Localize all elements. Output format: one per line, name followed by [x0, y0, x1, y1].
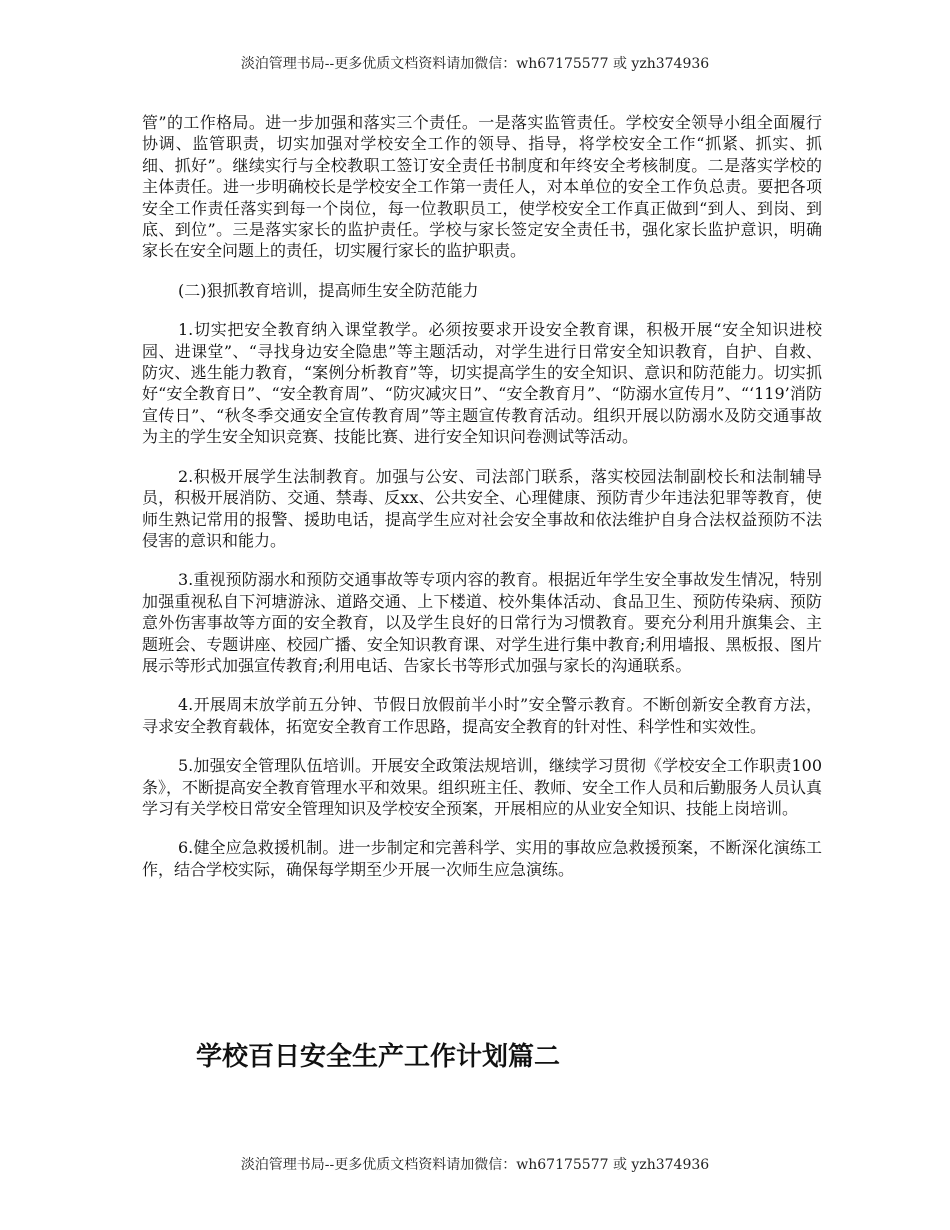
list-item-2: 2.积极开展学生法制教育。加强与公安、司法部门联系，落实校园法制副校长和法制辅导员，积极开展消防、交通、禁毒、反xx、公共安全、心理健康、预防青少年违法犯罪等教育，使师生熟记常用的报警、援助电话，提高学生应对社会安全事故和依法维护自身合法权益预防不法侵害的意识和能力。 [142, 466, 822, 550]
list-item-4: 4.开展周末放学前五分钟、节假日放假前半小时”安全警示教育。不断创新安全教育方法，寻求安全教育载体，拓宽安全教育工作思路，提高安全教育的针对性、科学性和实效性。 [142, 695, 822, 736]
page-footer: 淡泊管理书局--更多优质文档资料请加微信：wh67175577 或 yzh374936 [240, 1157, 710, 1173]
list-item-3: 3.重视预防溺水和预防交通事故等专项内容的教育。根据近年学生安全事故发生情况，特别加强重视私自下河塘游泳、道路交通、上下楼道、校外集体活动、食品卫生、预防传染病、预防意外伤害事故等方面的安全教育，以及学生良好的日常行为习惯教育。要充分利用升旗集会、主题班会、专题讲座、校园广播、安全知识教育课、对学生进行集中教育;利用墙报、黑板报、图片展示等形式加强宣传教育;利用电话、告家长书等形式加强与家长的沟通联系。 [142, 570, 822, 675]
document-body [142, 112, 822, 898]
list-item-1: 1.切实把安全教育纳入课堂教学。必须按要求开设安全教育课，积极开展“安全知识进校园、进课堂”、“寻找身边安全隐患”等主题活动，对学生进行日常安全知识教育，自护、自救、防灾、逃生能力教育，“案例分析教育”等，切实提高学生的安全知识、意识和防范能力。切实抓好“安全教育日”、“安全教育周”、“防灾减灾日”、“安全教育月”、“防溺水宣传月”、“‘119’消防宣传日”、“秋冬季交通安全宣传教育周”等主题宣传教育活动。组织开展以防溺水及防交通事故为主的学生安全知识竞赛、技能比赛、进行安全知识问卷测试等活动。 [142, 320, 822, 447]
list-item-6: 6.健全应急救援机制。进一步制定和完善科学、实用的事故应急救援预案，不断深化演练工作，结合学校实际，确保每学期至少开展一次师生应急演练。 [142, 838, 822, 879]
chapter-title: 学校百日安全生产工作计划篇二 [196, 1042, 561, 1072]
section-heading-2: (二)狠抓教育培训，提高师生安全防范能力 [178, 280, 479, 300]
page-header: 淡泊管理书局--更多优质文档资料请加微信：wh67175577 或 yzh374936 [240, 56, 710, 72]
paragraph-intro: 管”的工作格局。进一步加强和落实三个责任。一是落实监管责任。学校安全领导小组全面履行协调、监管职责，切实加强对学校安全工作的领导、指导，将学校安全工作“抓紧、抓实、抓细、抓好”。继续实行与全校教职工签订安全责任书制度和年终安全考核制度。二是落实学校的主体责任。进一步明确校长是学校安全工作第一责任人，对本单位的安全工作负总责。要把各项安全工作责任落实到每一个岗位，每一位教职员工，使学校安全工作真正做到“到人、到岗、到底、到位”。三是落实家长的监护责任。学校与家长签定安全责任书，强化家长监护意识，明确家长在安全问题上的责任，切实履行家长的监护职责。 [142, 113, 822, 261]
list-item-5: 5.加强安全管理队伍培训。开展安全政策法规培训，继续学习贯彻《学校安全工作职责100条》，不断提高安全教育管理水平和效果。组织班主任、教师、安全工作人员和后勤服务人员认真学习有关学校日常安全管理知识及学校安全预案，开展相应的从业安全知识、技能上岗培训。 [142, 756, 823, 818]
